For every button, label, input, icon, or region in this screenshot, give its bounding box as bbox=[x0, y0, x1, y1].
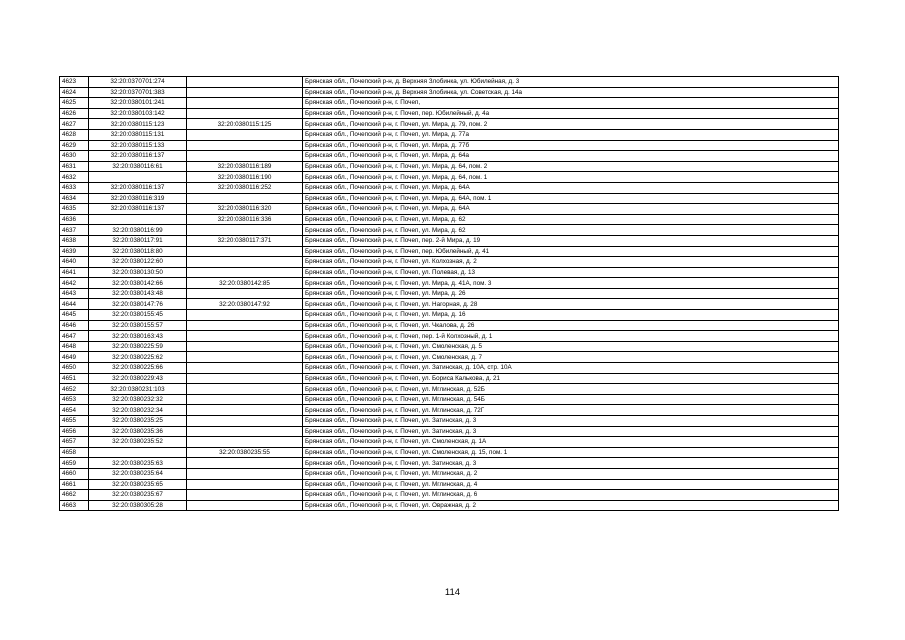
table-row bbox=[60, 490, 839, 501]
address-cell: Брянская обл., Почепский р-н, г. Почеп, ул. Мглинская, д. 6 bbox=[303, 490, 839, 501]
cadastral-number-cell: 32:20:0380130:50 bbox=[89, 267, 187, 278]
related-cadastral-number-cell bbox=[187, 426, 303, 437]
cadastral-number-cell: 32:20:0380103:142 bbox=[89, 108, 187, 119]
related-cadastral-number-cell bbox=[187, 405, 303, 416]
address-cell: Брянская обл., Почепский р-н, г. Почеп, пер. Юбилейный, д. 41 bbox=[303, 246, 839, 257]
address-cell: Брянская обл., Почепский р-н, г. Почеп, ул. Бориса Калькова, д. 21 bbox=[303, 373, 839, 384]
address-cell: Брянская обл., Почепский р-н, г. Почеп, ул. Мира, д. 77а bbox=[303, 129, 839, 140]
address-cell: Брянская обл., Почепский р-н, г. Почеп, ул. Мглинская, д. 72Г bbox=[303, 405, 839, 416]
related-cadastral-number-cell bbox=[187, 246, 303, 257]
related-cadastral-number-cell bbox=[187, 416, 303, 427]
table-row bbox=[60, 108, 839, 119]
table-row bbox=[60, 204, 839, 215]
related-cadastral-number-cell bbox=[187, 140, 303, 151]
row-number-cell: 4633 bbox=[60, 182, 89, 193]
address-cell: Брянская обл., Почепский р-н, г. Почеп, ул. Затинская, д. 3 bbox=[303, 426, 839, 437]
related-cadastral-number-cell bbox=[187, 257, 303, 268]
address-cell: Брянская обл., Почепский р-н, г. Почеп, ул. Смоленская, д. 7 bbox=[303, 352, 839, 363]
related-cadastral-number-cell bbox=[187, 77, 303, 88]
cadastral-number-cell: 32:20:0380225:66 bbox=[89, 363, 187, 374]
address-cell: Брянская обл., Почепский р-н, г. Почеп, ул. Мира, д. 62 bbox=[303, 225, 839, 236]
related-cadastral-number-cell: 32:20:0380142:85 bbox=[187, 278, 303, 289]
row-number-cell: 4629 bbox=[60, 140, 89, 151]
page-number: 114 bbox=[444, 587, 461, 598]
table-row bbox=[60, 77, 839, 88]
table-row bbox=[60, 437, 839, 448]
related-cadastral-number-cell: 32:20:0380116:252 bbox=[187, 182, 303, 193]
row-number-cell: 4643 bbox=[60, 288, 89, 299]
row-number-cell: 4638 bbox=[60, 235, 89, 246]
cadastral-number-cell: 32:20:0380116:61 bbox=[89, 161, 187, 172]
row-number-cell: 4647 bbox=[60, 331, 89, 342]
address-cell: Брянская обл., Почепский р-н, г. Почеп, ул. Мира, д. 64а bbox=[303, 151, 839, 162]
address-cell: Брянская обл., Почепский р-н, г. Почеп, ул. Колхозная, д. 2 bbox=[303, 257, 839, 268]
related-cadastral-number-cell bbox=[187, 341, 303, 352]
related-cadastral-number-cell bbox=[187, 151, 303, 162]
cadastral-number-cell bbox=[89, 172, 187, 183]
cadastral-number-cell: 32:20:0380231:103 bbox=[89, 384, 187, 395]
address-cell: Брянская обл., Почепский р-н, г. Почеп, пер. 2-й Мира, д. 19 bbox=[303, 235, 839, 246]
table-row bbox=[60, 458, 839, 469]
row-number-cell: 4648 bbox=[60, 341, 89, 352]
row-number-cell: 4655 bbox=[60, 416, 89, 427]
table-row bbox=[60, 320, 839, 331]
table-row bbox=[60, 426, 839, 437]
cadastral-number-cell: 32:20:0380116:137 bbox=[89, 204, 187, 215]
related-cadastral-number-cell bbox=[187, 225, 303, 236]
table-row bbox=[60, 87, 839, 98]
row-number-cell: 4636 bbox=[60, 214, 89, 225]
table-row bbox=[60, 140, 839, 151]
table-row bbox=[60, 98, 839, 109]
row-number-cell: 4632 bbox=[60, 172, 89, 183]
row-number-cell: 4644 bbox=[60, 299, 89, 310]
cadastral-number-cell: 32:20:0380116:137 bbox=[89, 151, 187, 162]
related-cadastral-number-cell bbox=[187, 437, 303, 448]
table-row bbox=[60, 416, 839, 427]
address-cell: Брянская обл., Почепский р-н, г. Почеп, ул. Чкалова, д. 26 bbox=[303, 320, 839, 331]
address-cell: Брянская обл., Почепский р-н, г. Почеп, ул. Мира, д. 64А, пом. 1 bbox=[303, 193, 839, 204]
related-cadastral-number-cell bbox=[187, 363, 303, 374]
related-cadastral-number-cell bbox=[187, 384, 303, 395]
table-row bbox=[60, 151, 839, 162]
related-cadastral-number-cell bbox=[187, 500, 303, 511]
address-cell: Брянская обл., Почепский р-н, г. Почеп, ул. Затинская, д. 10А, стр. 10А bbox=[303, 363, 839, 374]
related-cadastral-number-cell bbox=[187, 108, 303, 119]
row-number-cell: 4653 bbox=[60, 394, 89, 405]
cadastral-number-cell: 32:20:0380116:319 bbox=[89, 193, 187, 204]
address-cell: Брянская обл., Почепский р-н, г. Почеп, ул. Мира, д. 64А bbox=[303, 204, 839, 215]
table-row bbox=[60, 299, 839, 310]
address-cell: Брянская обл., Почепский р-н, г. Почеп, ул. Мглинская, д. 4 bbox=[303, 479, 839, 490]
table-row bbox=[60, 352, 839, 363]
address-cell: Брянская обл., Почепский р-н, г. Почеп, ул. Мира, д. 64, пом. 1 bbox=[303, 172, 839, 183]
related-cadastral-number-cell bbox=[187, 352, 303, 363]
cadastral-number-cell: 32:20:0370701:383 bbox=[89, 87, 187, 98]
address-cell: Брянская обл., Почепский р-н, г. Почеп, ул. Смоленская, д. 5 bbox=[303, 341, 839, 352]
registry-table bbox=[59, 76, 839, 511]
cadastral-number-cell: 32:20:0380155:45 bbox=[89, 310, 187, 321]
related-cadastral-number-cell: 32:20:0380116:189 bbox=[187, 161, 303, 172]
table-row bbox=[60, 161, 839, 172]
related-cadastral-number-cell: 32:20:0380147:92 bbox=[187, 299, 303, 310]
row-number-cell: 4662 bbox=[60, 490, 89, 501]
row-number-cell: 4639 bbox=[60, 246, 89, 257]
cadastral-number-cell: 32:20:0380118:80 bbox=[89, 246, 187, 257]
row-number-cell: 4634 bbox=[60, 193, 89, 204]
table-row bbox=[60, 225, 839, 236]
related-cadastral-number-cell bbox=[187, 490, 303, 501]
related-cadastral-number-cell bbox=[187, 468, 303, 479]
row-number-cell: 4623 bbox=[60, 77, 89, 88]
table-row bbox=[60, 214, 839, 225]
cadastral-number-cell bbox=[89, 447, 187, 458]
address-cell: Брянская обл., Почепский р-н, г. Почеп, ул. Смоленская, д. 1А bbox=[303, 437, 839, 448]
related-cadastral-number-cell: 32:20:0380235:55 bbox=[187, 447, 303, 458]
row-number-cell: 4640 bbox=[60, 257, 89, 268]
address-cell: Брянская обл., Почепский р-н, г. Почеп, ул. Мира, д. 64, пом. 2 bbox=[303, 161, 839, 172]
related-cadastral-number-cell bbox=[187, 87, 303, 98]
row-number-cell: 4650 bbox=[60, 363, 89, 374]
address-cell: Брянская обл., Почепский р-н, г. Почеп, ул. Мглинская, д. 2 bbox=[303, 468, 839, 479]
address-cell: Брянская обл., Почепский р-н, г. Почеп, ул. Мира, д. 26 bbox=[303, 288, 839, 299]
related-cadastral-number-cell: 32:20:0380117:371 bbox=[187, 235, 303, 246]
cadastral-number-cell: 32:20:0370701:274 bbox=[89, 77, 187, 88]
cadastral-number-cell: 32:20:0380235:67 bbox=[89, 490, 187, 501]
row-number-cell: 4641 bbox=[60, 267, 89, 278]
address-cell: Брянская обл., Почепский р-н, г. Почеп, ул. Мглинская, д. 52Б bbox=[303, 384, 839, 395]
table-row bbox=[60, 384, 839, 395]
related-cadastral-number-cell: 32:20:0380115:125 bbox=[187, 119, 303, 130]
table-row bbox=[60, 288, 839, 299]
cadastral-number-cell: 32:20:0380101:241 bbox=[89, 98, 187, 109]
row-number-cell: 4630 bbox=[60, 151, 89, 162]
cadastral-number-cell: 32:20:0380235:63 bbox=[89, 458, 187, 469]
cadastral-number-cell: 32:20:0380235:52 bbox=[89, 437, 187, 448]
cadastral-number-cell: 32:20:0380232:34 bbox=[89, 405, 187, 416]
table-row bbox=[60, 267, 839, 278]
cadastral-number-cell: 32:20:0380116:137 bbox=[89, 182, 187, 193]
address-cell: Брянская обл., Почепский р-н, г. Почеп, ул. Мглинская, д. 54Б bbox=[303, 394, 839, 405]
row-number-cell: 4637 bbox=[60, 225, 89, 236]
table-row bbox=[60, 235, 839, 246]
cadastral-number-cell: 32:20:0380229:43 bbox=[89, 373, 187, 384]
row-number-cell: 4661 bbox=[60, 479, 89, 490]
table-row bbox=[60, 278, 839, 289]
cadastral-number-cell: 32:20:0380147:76 bbox=[89, 299, 187, 310]
related-cadastral-number-cell bbox=[187, 331, 303, 342]
cadastral-number-cell: 32:20:0380142:66 bbox=[89, 278, 187, 289]
row-number-cell: 4654 bbox=[60, 405, 89, 416]
related-cadastral-number-cell bbox=[187, 98, 303, 109]
address-cell: Брянская обл., Почепский р-н, г. Почеп, ул. Смоленская, д. 15, пом. 1 bbox=[303, 447, 839, 458]
address-cell: Брянская обл., Почепский р-н, г. Почеп, ул. Мира, д. 79, пом. 2 bbox=[303, 119, 839, 130]
cadastral-number-cell bbox=[89, 214, 187, 225]
row-number-cell: 4645 bbox=[60, 310, 89, 321]
table-row bbox=[60, 119, 839, 130]
table-row bbox=[60, 468, 839, 479]
cadastral-number-cell: 32:20:0380305:28 bbox=[89, 500, 187, 511]
address-cell: Брянская обл., Почепский р-н, д. Верхняя Злобинка, ул. Юбилейная, д. 3 bbox=[303, 77, 839, 88]
cadastral-number-cell: 32:20:0380155:57 bbox=[89, 320, 187, 331]
cadastral-number-cell: 32:20:0380235:25 bbox=[89, 416, 187, 427]
table-row bbox=[60, 331, 839, 342]
cadastral-number-cell: 32:20:0380225:59 bbox=[89, 341, 187, 352]
cadastral-number-cell: 32:20:0380235:64 bbox=[89, 468, 187, 479]
table-row bbox=[60, 246, 839, 257]
cadastral-number-cell: 32:20:0380117:91 bbox=[89, 235, 187, 246]
related-cadastral-number-cell bbox=[187, 310, 303, 321]
address-cell: Брянская обл., Почепский р-н, г. Почеп, пер. 1-й Колхозный, д. 1 bbox=[303, 331, 839, 342]
related-cadastral-number-cell: 32:20:0380116:336 bbox=[187, 214, 303, 225]
cadastral-number-cell: 32:20:0380232:32 bbox=[89, 394, 187, 405]
address-cell: Брянская обл., Почепский р-н, г. Почеп, ул. Овражная, д. 2 bbox=[303, 500, 839, 511]
row-number-cell: 4651 bbox=[60, 373, 89, 384]
table-row bbox=[60, 394, 839, 405]
related-cadastral-number-cell bbox=[187, 267, 303, 278]
table-row bbox=[60, 172, 839, 183]
row-number-cell: 4660 bbox=[60, 468, 89, 479]
row-number-cell: 4663 bbox=[60, 500, 89, 511]
cadastral-number-cell: 32:20:0380122:60 bbox=[89, 257, 187, 268]
table-row bbox=[60, 405, 839, 416]
table-row bbox=[60, 500, 839, 511]
cadastral-number-cell: 32:20:0380235:65 bbox=[89, 479, 187, 490]
row-number-cell: 4626 bbox=[60, 108, 89, 119]
related-cadastral-number-cell bbox=[187, 129, 303, 140]
address-cell: Брянская обл., Почепский р-н, г. Почеп, ул. Мира, д. 16 bbox=[303, 310, 839, 321]
address-cell: Брянская обл., Почепский р-н, д. Верхняя Злобинка, ул. Советская, д. 14а bbox=[303, 87, 839, 98]
address-cell: Брянская обл., Почепский р-н, г. Почеп, ул. Полевая, д. 13 bbox=[303, 267, 839, 278]
table-row bbox=[60, 310, 839, 321]
table-row bbox=[60, 182, 839, 193]
row-number-cell: 4649 bbox=[60, 352, 89, 363]
table-row bbox=[60, 373, 839, 384]
related-cadastral-number-cell bbox=[187, 320, 303, 331]
address-cell: Брянская обл., Почепский р-н, г. Почеп, ул. Затинская, д. 3 bbox=[303, 458, 839, 469]
cadastral-number-cell: 32:20:0380163:43 bbox=[89, 331, 187, 342]
related-cadastral-number-cell bbox=[187, 394, 303, 405]
cadastral-number-cell: 32:20:0380235:36 bbox=[89, 426, 187, 437]
related-cadastral-number-cell: 32:20:0380116:190 bbox=[187, 172, 303, 183]
row-number-cell: 4657 bbox=[60, 437, 89, 448]
row-number-cell: 4656 bbox=[60, 426, 89, 437]
row-number-cell: 4646 bbox=[60, 320, 89, 331]
table-row bbox=[60, 479, 839, 490]
related-cadastral-number-cell bbox=[187, 193, 303, 204]
related-cadastral-number-cell bbox=[187, 373, 303, 384]
cadastral-number-cell: 32:20:0380115:123 bbox=[89, 119, 187, 130]
table-row bbox=[60, 193, 839, 204]
row-number-cell: 4659 bbox=[60, 458, 89, 469]
row-number-cell: 4625 bbox=[60, 98, 89, 109]
table-row bbox=[60, 257, 839, 268]
cadastral-number-cell: 32:20:0380116:99 bbox=[89, 225, 187, 236]
cadastral-number-cell: 32:20:0380143:48 bbox=[89, 288, 187, 299]
table-row bbox=[60, 129, 839, 140]
row-number-cell: 4658 bbox=[60, 447, 89, 458]
row-number-cell: 4642 bbox=[60, 278, 89, 289]
row-number-cell: 4627 bbox=[60, 119, 89, 130]
cadastral-number-cell: 32:20:0380115:133 bbox=[89, 140, 187, 151]
related-cadastral-number-cell: 32:20:0380116:320 bbox=[187, 204, 303, 215]
row-number-cell: 4652 bbox=[60, 384, 89, 395]
related-cadastral-number-cell bbox=[187, 458, 303, 469]
table-row bbox=[60, 341, 839, 352]
cadastral-number-cell: 32:20:0380115:131 bbox=[89, 129, 187, 140]
row-number-cell: 4628 bbox=[60, 129, 89, 140]
address-cell: Брянская обл., Почепский р-н, г. Почеп, ул. Затинская, д. 3 bbox=[303, 416, 839, 427]
address-cell: Брянская обл., Почепский р-н, г. Почеп, ул. Мира, д. 77б bbox=[303, 140, 839, 151]
row-number-cell: 4635 bbox=[60, 204, 89, 215]
address-cell: Брянская обл., Почепский р-н, г. Почеп, bbox=[303, 98, 839, 109]
registry-table-body bbox=[60, 77, 839, 511]
cadastral-number-cell: 32:20:0380225:62 bbox=[89, 352, 187, 363]
row-number-cell: 4631 bbox=[60, 161, 89, 172]
address-cell: Брянская обл., Почепский р-н, г. Почеп, ул. Нагорная, д. 28 bbox=[303, 299, 839, 310]
address-cell: Брянская обл., Почепский р-н, г. Почеп, пер. Юбилейный, д. 4а bbox=[303, 108, 839, 119]
table-row bbox=[60, 363, 839, 374]
related-cadastral-number-cell bbox=[187, 288, 303, 299]
address-cell: Брянская обл., Почепский р-н, г. Почеп, ул. Мира, д. 64А bbox=[303, 182, 839, 193]
address-cell: Брянская обл., Почепский р-н, г. Почеп, ул. Мира, д. 41А, пом. 3 bbox=[303, 278, 839, 289]
table-row bbox=[60, 447, 839, 458]
related-cadastral-number-cell bbox=[187, 479, 303, 490]
row-number-cell: 4624 bbox=[60, 87, 89, 98]
address-cell: Брянская обл., Почепский р-н, г. Почеп, ул. Мира, д. 62 bbox=[303, 214, 839, 225]
